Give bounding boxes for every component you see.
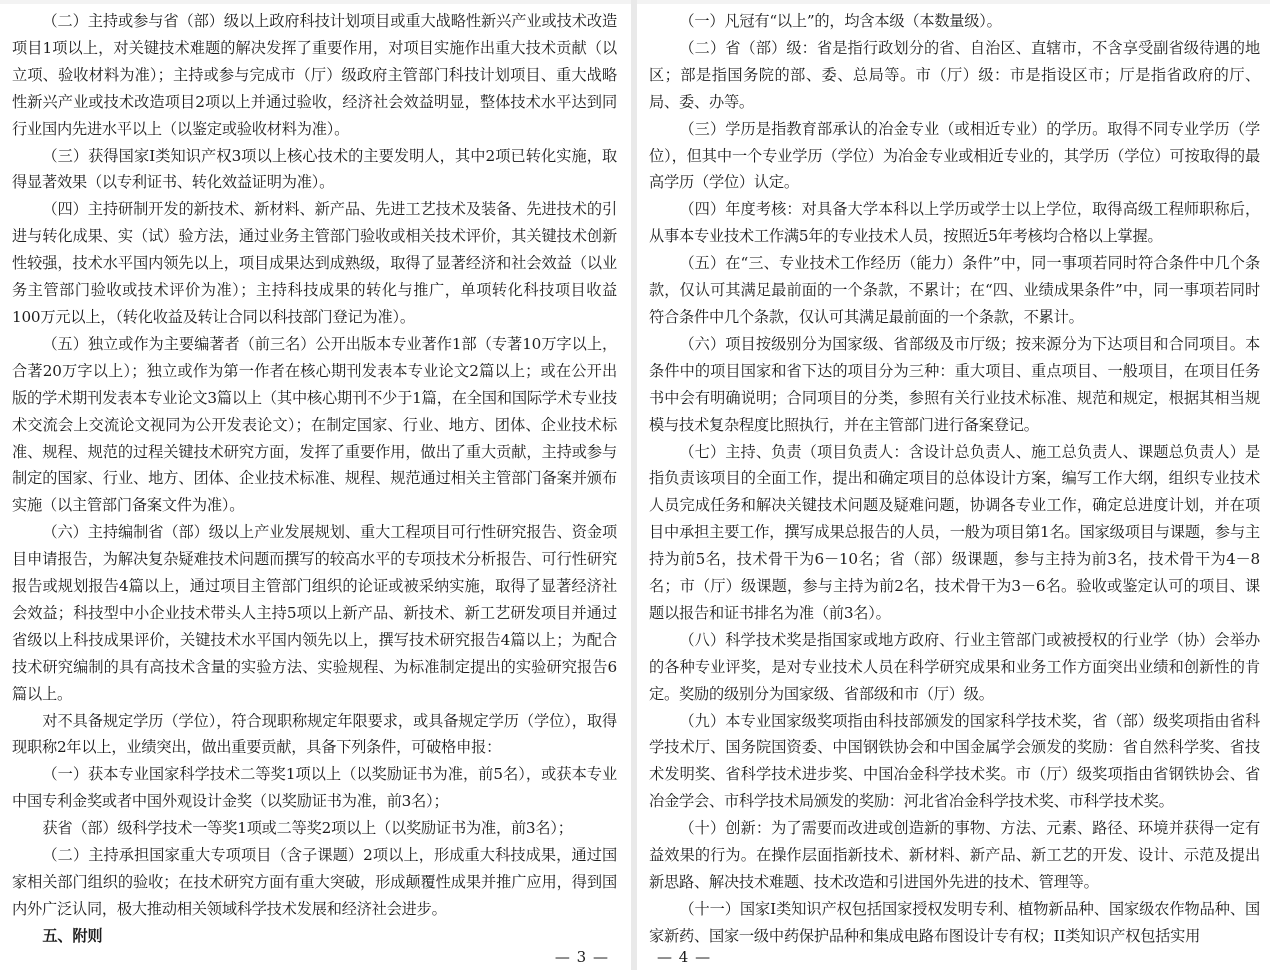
paragraph: （三）获得国家I类知识产权3项以上核心技术的主要发明人，其中2项已转化实施，取得显著效果（以专利证书、转化效益证明为准）。 (12, 146, 617, 192)
page-top-edge (0, 0, 631, 4)
paragraph: （二）省（部）级：省是指行政划分的省、自治区、直辖市，不含享受副省级待遇的地区；部是指国务院的部、委、总局等。市（厅）级：市是指设区市；厅是指省政府的厅、局、委、办等。 (649, 38, 1260, 111)
document-page-right (637, 0, 1270, 970)
paragraph: （五）独立或作为主要编著者（前三名）公开出版本专业著作1部（专著10万字以上，合著20万字以上）；独立或作为第一作者在核心期刊发表本专业论文2篇以上；或在公开出版的学术期刊发表本专业论文3篇以上（其中核心期刊不少于1篇，在全国和国际学术专业技术交流会上交流论文视同为公开发表论文）；在制定国家、行业、地方、团体、企业技术标准、规程、规范的过程关键技术研究方面，发挥了重要作用，做出了重大贡献，主持或参与制定的国家、行业、地方、团体、企业技术标准、规程、规范通过相关主管部门备案并颁布实施（以主管部门备案文件为准）。 (12, 334, 617, 515)
paragraph: （六）主持编制省（部）级以上产业发展规划、重大工程项目可行性研究报告、资金项目申请报告，为解决复杂疑难技术问题而撰写的较高水平的专项技术分析报告、可行性研究报告或规划报告4篇以上，通过项目主管部门组织的论证或被采纳实施，取得了显著经济社会效益；科技型中小企业技术带头人主持5项以上新产品、新技术、新工艺研发项目并通过省级以上科技成果评价，关键技术水平国内领先以上，撰写技术研究报告4篇以上；为配合技术研究编制的具有高技术含量的实验方法、实验规程、为标准制定提出的实验研究报告6篇以上。 (12, 523, 617, 703)
paragraph: （四）年度考核：对具备大学本科以上学历或学士以上学位，取得高级工程师职称后，从事本专业技术工作满5年的专业技术人员，按照近5年考核均合格以上掌握。 (649, 200, 1260, 246)
paragraph: （七）主持、负责（项目负责人：含设计总负责人、施工总负责人、课题总负责人）是指负责该项目的全面工作，提出和确定项目的总体设计方案，编写工作大纲，组织专业技术人员完成任务和解决关键技术问题及疑难问题，协调各专业工作，确定总进度计划，并在项目中承担主要工作，撰写成果总报告的人员，一般为项目第1名。国家级项目与课题，参与主持为前5名，技术骨干为6－10名；省（部）级课题，参与主持为前3名，技术骨干为4－8名；市（厅）级课题，参与主持为前2名，技术骨干为3－6名。验收或鉴定认可的项目、课题以报告和证书排名为准（前3名）。 (649, 442, 1260, 622)
paragraph: 对不具备规定学历（学位），符合现职称规定年限要求，或具备规定学历（学位），取得现职称2年以上，业绩突出，做出重要贡献，具备下列条件，可破格申报： (12, 711, 617, 757)
section-heading: 五、附则 (42, 926, 103, 945)
paragraph: （三）学历是指教育部承认的冶金专业（或相近专业）的学历。取得不同专业学历（学位），但其中一个专业学历（学位）为冶金专业或相近专业的，其学历（学位）可按取得的最高学历（学位）认定。 (649, 119, 1260, 192)
page-number: — 3 — (554, 948, 609, 966)
paragraph: （五）在“三、专业技术工作经历（能力）条件”中，同一事项若同时符合条件中几个条款，仅认可其满足最前面的一个条款，不累计；在“四、业绩成果条件”中，同一事项若同时符合条件中几个条款，仅认可其满足最前面的一个条款，不累计。 (649, 254, 1260, 326)
paragraph: 获省（部）级科学技术一等奖1项或二等奖2项以上（以奖励证书为准，前3名）； (42, 819, 573, 838)
document-page-left (0, 0, 631, 970)
paragraph: （一）获本专业国家科学技术二等奖1项以上（以奖励证书为准，前5名），或获本专业中国专利金奖或者中国外观设计金奖（以奖励证书为准，前3名）； (12, 765, 617, 811)
paragraph: （四）主持研制开发的新技术、新材料、新产品、先进工艺技术及装备、先进技术的引进与转化成果、实（试）验方法，通过业务主管部门验收或相关技术评价，其关键技术创新性较强，技术水平国内领先以上，项目成果达到成熟级，取得了显著经济和社会效益（以业务主管部门验收或技术评价为准）；主持科技成果的转化与推广，单项转化科技项目收益100万元以上，（转化收益及转让合同以科技部门登记为准）。 (12, 200, 617, 326)
paragraph: （二）主持承担国家重大专项项目（含子课题）2项以上，形成重大科技成果，通过国家相关部门组织的验收；在技术研究方面有重大突破，形成颠覆性成果并推广应用，得到国内外广泛认同，极大推动相关领域科学技术发展和经济社会进步。 (12, 846, 617, 918)
page-top-edge (637, 0, 1270, 4)
paragraph: （八）科学技术奖是指国家或地方政府、行业主管部门或被授权的行业学（协）会举办的各种专业评奖，是对专业技术人员在科学研究成果和业务工作方面突出业绩和创新性的肯定。奖励的级别分为国家级、省部级和市（厅）级。 (649, 630, 1260, 703)
paragraph: （一）凡冠有“以上”的，均含本级（本数量级）。 (679, 12, 1002, 30)
paragraph: （九）本专业国家级奖项指由科技部颁发的国家科学技术奖，省（部）级奖项指由省科学技术厅、国务院国资委、中国钢铁协会和中国金属学会颁发的奖励：省自然科学奖、省技术发明奖、省科学技术进步奖、中国冶金科学技术奖。市（厅）级奖项指由省钢铁协会、省冶金学会、市科学技术局颁发的奖励：河北省冶金科学技术奖、市科学技术奖。 (649, 711, 1260, 811)
paragraph: （六）项目按级别分为国家级、省部级及市厅级；按来源分为下达项目和合同项目。本条件中的项目国家和省下达的项目分为三种：重大项目、重点项目、一般项目，在项目任务书中会有明确说明；合同项目的分类，参照有关行业技术标准、规范和规定，根据其相当规模与技术复杂程度比照执行，并在主管部门进行备案登记。 (649, 334, 1260, 434)
paragraph: （十一）国家I类知识产权包括国家授权发明专利、植物新品种、国家级农作物品种、国家新药、国家一级中药保护品种和集成电路布图设计专有权；II类知识产权包括实用 (649, 899, 1260, 945)
paragraph: （二）主持或参与省（部）级以上政府科技计划项目或重大战略性新兴产业或技术改造项目1项以上，对关键技术难题的解决发挥了重要作用，对项目实施作出重大技术贡献（以立项、验收材料为准）；主持或参与完成市（厅）级政府主管部门科技计划项目、重大战略性新兴产业或技术改造项目2项以上并通过验收，经济社会效益明显，整体技术水平达到同行业国内先进水平以上（以鉴定或验收材料为准）。 (12, 12, 617, 138)
paragraph: （十）创新：为了需要而改进或创造新的事物、方法、元素、路径、环境并获得一定有益效果的行为。在操作层面指新技术、新材料、新产品、新工艺的开发、设计、示范及提出新思路、解决技术难题、技术改造和引进国外先进的技术、管理等。 (649, 819, 1260, 891)
page-number: — 4 — (657, 948, 712, 966)
